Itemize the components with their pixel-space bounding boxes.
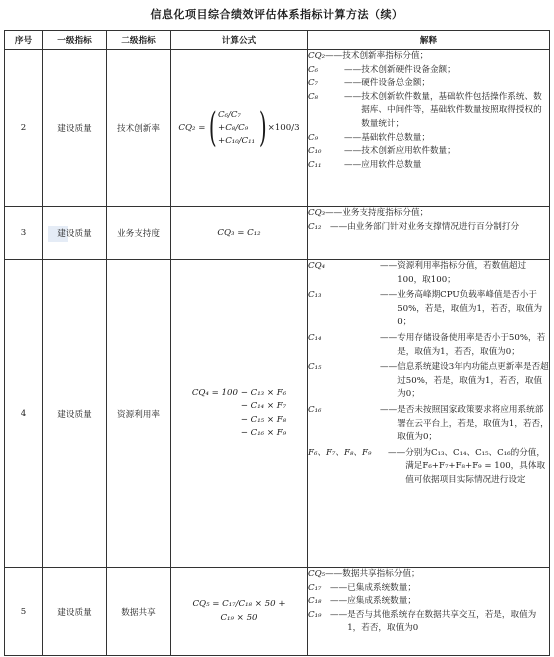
definition-item: C₁₉ —— 是否与其他系统存在数据共享交互，若是，取值为1，若否，取值为0: [308, 609, 537, 634]
cell-no: 2: [5, 50, 43, 207]
definition-item: CQ₄ —— 资源利用率指标分值，若数值超过100，取100；: [308, 261, 527, 285]
indicator-table: [4, 30, 550, 656]
cell-formula: [171, 50, 308, 207]
cell-level2: 技术创新率: [107, 50, 171, 207]
table-row: [5, 568, 550, 656]
definition-item: C₁₄ —— 专用存储设备使用率是否小于50%，若是，取值为1，若否，取值为0；: [308, 332, 546, 357]
formula-line: +C₈/C₉: [218, 122, 249, 133]
col-header-no: 序号: [5, 31, 43, 50]
definition-item: CQ₅ —— 数据共享指标分值；: [308, 569, 420, 579]
definition-item: C₁₆ —— 是否未按照国家政策要求将应用系统部署在云平台上，若是，取值为1，若否，取值为0；: [308, 404, 549, 443]
definition-list: [308, 568, 549, 636]
definition-list: [308, 207, 549, 234]
formula-line: − C₁₄ × F₇: [240, 401, 287, 411]
definition-item: CQ₂ —— 技术创新率指标分值；: [308, 51, 429, 61]
definition-item: C₆ —— 技术创新硬件设备金额；: [308, 64, 456, 75]
definition-item: C₁₀ —— 技术创新应用软件数量；: [308, 146, 456, 157]
definition-item: C₁₇ —— 已集成系统数量；: [308, 582, 416, 593]
definition-item: C₁₈ —— 应集成系统数量；: [308, 596, 416, 607]
col-header-level1: 一级指标: [43, 31, 107, 50]
cell-no: 5: [5, 568, 43, 656]
cell-explanation: [308, 568, 550, 656]
definition-item: C₉ —— 基础软件总数量；: [308, 132, 430, 143]
formula-tail: ×100/3: [267, 123, 300, 133]
formula-line: CQ₄ = 100 − C₁₃ × F₆: [191, 387, 287, 398]
cell-level2: 数据共享: [107, 568, 171, 656]
col-header-level2: 二级指标: [107, 31, 171, 50]
cell-level2: 资源利用率: [107, 260, 171, 568]
definition-item: C₁₃ —— 业务高峰期CPU负载率峰值是否小于50%，若是，取值为1，若否，取值为0；: [308, 290, 543, 328]
table-row: [5, 207, 550, 260]
formula-line: − C₁₅ × F₈: [240, 414, 287, 425]
formula-cq2: CQ₂ = ( C₆/C₇ +C₈/C₉ +C₁₀/C₁₁ ) ×100/3: [178, 105, 300, 151]
cell-level1: 建设质量: [43, 568, 107, 656]
definition-item: C₁₅ —— 信息系统建设3年内功能点更新率是否超过50%，若是，取值为1，若否，取值为0；: [308, 362, 549, 400]
formula-lhs: CQ₂ =: [178, 123, 206, 133]
definition-list: [308, 260, 549, 488]
table-row: [5, 50, 550, 207]
col-header-explanation: 解释: [308, 31, 550, 50]
cell-no: 3: [5, 207, 43, 260]
cell-level1: 建设质量: [43, 50, 107, 207]
cell-explanation: [308, 260, 550, 568]
cell-formula: [171, 260, 308, 568]
cell-level1: 建设质量: [43, 260, 107, 568]
cell-level2: 业务支持度: [107, 207, 171, 260]
definition-item: CQ₃ —— 业务支持度指标分值；: [308, 208, 429, 218]
formula-line: C₆/C₇: [218, 109, 241, 120]
table-header-row: [5, 31, 550, 50]
definition-item: F₆、F₇、F₈、F₉ —— 分别为C₁₃、C₁₄、C₁₅、C₁₆的分值，满足F₆+F₇+F₈+F₉ = 100，具体取值可依据项目实际情况进行设定: [308, 447, 546, 485]
table-caption: 信息化项目综合绩效评估体系指标计算方法（续）: [150, 8, 404, 21]
definition-item: C₁₂ —— 由业务部门针对业务支撑情况进行百分制打分: [308, 221, 520, 232]
table-row: [5, 260, 550, 568]
col-header-formula: 计算公式: [171, 31, 308, 50]
cell-explanation: [308, 50, 550, 207]
cell-level1: 建设质量: [43, 207, 107, 260]
formula-line: CQ₅ = C₁₇/C₁₈ × 50 +: [192, 599, 286, 609]
formula-cq3: CQ₃ = C₁₂: [217, 228, 261, 238]
cell-formula: [171, 207, 308, 260]
cell-explanation: [308, 207, 550, 260]
formula-cq5: [192, 598, 285, 625]
formula-line: +C₁₀/C₁₁: [218, 135, 256, 146]
cell-no: 4: [5, 260, 43, 568]
definition-item: C₇ —— 硬件设备总金额；: [308, 78, 430, 89]
definition-list: [308, 50, 549, 172]
formula-cq4: [192, 387, 286, 441]
cell-formula: [171, 568, 308, 656]
definition-item: C₈ —— 技术创新软件数量，基础软件包括操作系统、数据库、中间件等，基础软件数量按照取得授权的数量统计；: [308, 91, 542, 129]
formula-line: C₁₉ × 50: [220, 612, 258, 623]
definition-item: C₁₁ —— 应用软件总数量: [308, 159, 422, 170]
formula-line: − C₁₆ × F₉: [240, 428, 287, 438]
